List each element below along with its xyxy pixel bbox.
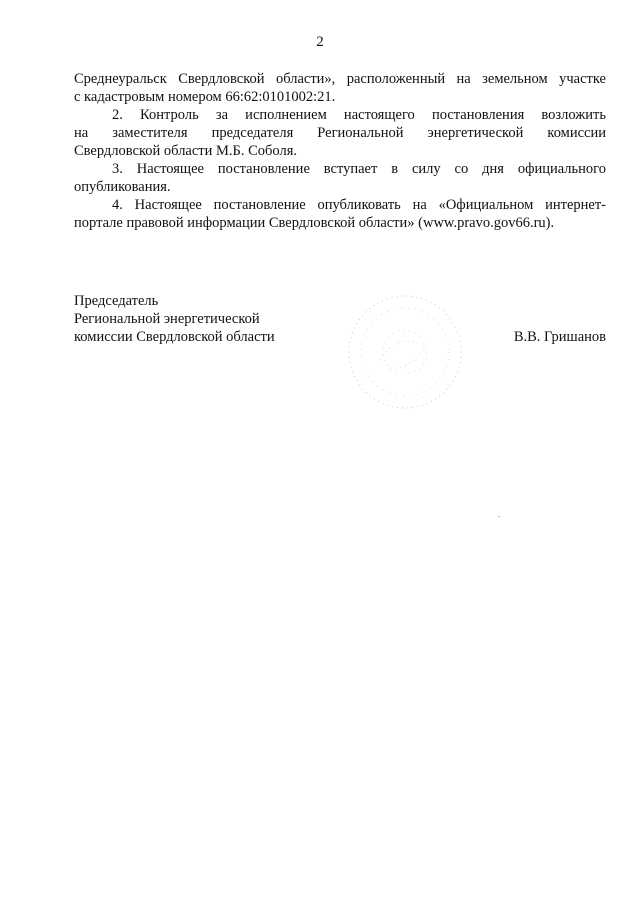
paragraph-line: 4. Настоящее постановление опубликовать на «Официальном интернет-: [112, 197, 606, 213]
paragraph-line: Свердловской области М.Б. Соболя.: [74, 143, 298, 159]
paragraph-2: [74, 106, 606, 160]
paragraph-line: с кадастровым номером 66:62:0101002:21.: [74, 89, 336, 105]
signatory-position-line: Председатель: [74, 293, 159, 309]
paragraph-line: 3. Настоящее постановление вступает в силу со дня официального: [112, 161, 606, 177]
paragraph-4: [74, 196, 606, 232]
paragraph-line: опубликования.: [74, 179, 171, 195]
signatory-position: [74, 292, 275, 346]
paragraph-line: Среднеуральск Свердловской области», расположенный на земельном участке: [74, 71, 606, 87]
paragraph-3: [74, 160, 606, 196]
paragraph-line: портале правовой информации Свердловской области» (www.pravo.gov66.ru).: [74, 215, 555, 231]
signatory-position-line: комиссии Свердловской области: [74, 329, 275, 345]
signatory-name: В.В. Гришанов: [513, 329, 606, 345]
paragraph-1: [74, 70, 606, 106]
faint-stamp-seal: [340, 290, 470, 415]
paragraph-line: 2. Контроль за исполнением настоящего постановления возложить: [112, 107, 606, 123]
document-body: [74, 70, 606, 232]
page-number: 2: [316, 34, 324, 50]
scan-speck: [498, 516, 500, 517]
signatory-position-line: Региональной энергетической: [74, 311, 260, 327]
paragraph-line: на заместителя председателя Региональной энергетической комиссии: [74, 125, 606, 141]
